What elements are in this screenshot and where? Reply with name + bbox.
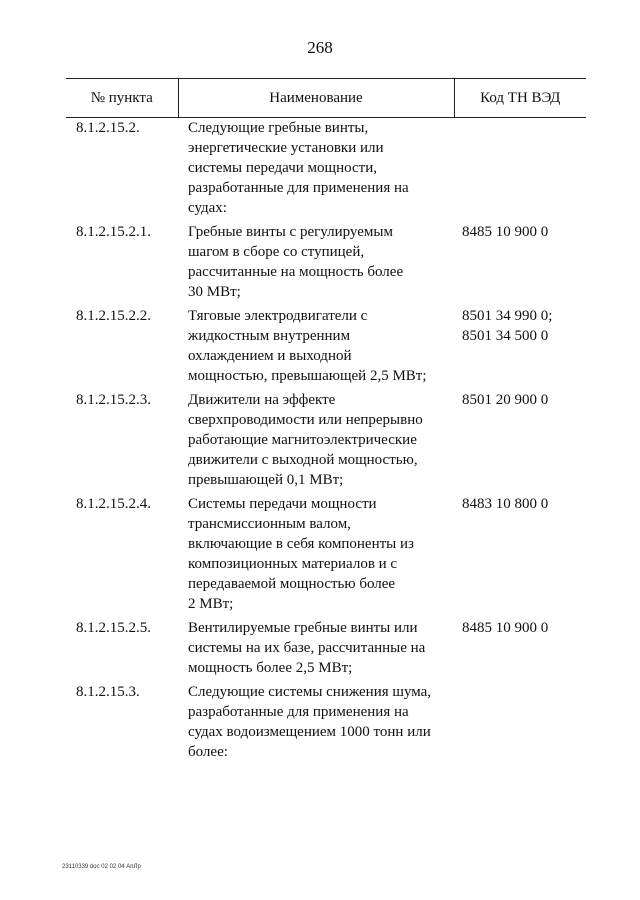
- item-name-line: Следующие гребные винты,: [188, 120, 369, 136]
- item-name-line: Движители на эффекте: [188, 392, 336, 408]
- item-name-line: мощность более 2,5 МВт;: [188, 660, 353, 676]
- table-row: [66, 682, 586, 766]
- table-row: [66, 390, 586, 494]
- item-name-line: сверхпроводимости или непрерывно: [188, 412, 423, 428]
- item-name-line: Системы передачи мощности: [188, 496, 377, 512]
- item-number: 8.1.2.15.2.4.: [76, 496, 151, 512]
- items-table: [66, 78, 586, 766]
- item-number: 8.1.2.15.3.: [76, 684, 140, 700]
- item-name-line: Следующие системы снижения шума,: [188, 684, 432, 700]
- item-name-line: Тяговые электродвигатели с: [188, 308, 368, 324]
- item-name-line: системы на их базе, рассчитанные на: [188, 640, 426, 656]
- item-name-line: шагом в сборе со ступицей,: [188, 244, 365, 260]
- item-name-line: работающие магнитоэлектрические: [188, 432, 417, 448]
- item-name-line: системы передачи мощности,: [188, 160, 377, 176]
- item-name-line: композиционных материалов и с: [188, 556, 398, 572]
- item-name-line: Гребные винты с регулируемым: [188, 224, 393, 240]
- footer-doc-code: 23110339 doc 02 02 04 АпЛр: [62, 864, 141, 870]
- item-number: 8.1.2.15.2.5.: [76, 620, 151, 636]
- table-row: [66, 118, 586, 223]
- item-name-line: разработанные для применения на: [188, 704, 409, 720]
- item-number: 8.1.2.15.2.3.: [76, 392, 151, 408]
- item-number: 8.1.2.15.2.2.: [76, 308, 151, 324]
- header-item-number: № пункта: [66, 79, 178, 118]
- item-name-line: передаваемой мощностью более: [188, 576, 396, 592]
- header-name: Наименование: [178, 79, 454, 118]
- item-name: [178, 682, 454, 766]
- item-number: 8.1.2.15.2.1.: [76, 224, 151, 240]
- item-code: [454, 306, 586, 390]
- table-body: [66, 118, 586, 767]
- item-code-line: 8501 20 900 0: [462, 392, 549, 408]
- item-code: [454, 682, 586, 766]
- item-name-line: охлаждением и выходной: [188, 348, 352, 364]
- item-name-line: более:: [188, 744, 228, 760]
- item-name-line: включающие в себя компоненты из: [188, 536, 414, 552]
- item-code: [454, 390, 586, 494]
- table-row: [66, 494, 586, 618]
- item-name-line: 30 МВт;: [188, 284, 241, 300]
- item-name-line: 2 МВт;: [188, 596, 234, 612]
- item-code: [454, 618, 586, 682]
- item-name-line: движители с выходной мощностью,: [188, 452, 418, 468]
- item-name-line: превышающей 0,1 МВт;: [188, 472, 344, 488]
- table-row: [66, 222, 586, 306]
- item-name-line: судах водоизмещением 1000 тонн или: [188, 724, 431, 740]
- item-number: 8.1.2.15.2.: [76, 120, 140, 136]
- item-name-line: судах:: [188, 200, 227, 216]
- item-name-line: разработанные для применения на: [188, 180, 409, 196]
- item-name-line: Вентилируемые гребные винты или: [188, 620, 418, 636]
- table-header: [66, 79, 586, 118]
- item-code: [454, 222, 586, 306]
- table-row: [66, 618, 586, 682]
- item-name: [178, 618, 454, 682]
- table-row: [66, 306, 586, 390]
- item-name: [178, 390, 454, 494]
- item-code-line: 8485 10 900 0: [462, 224, 549, 240]
- item-name-line: трансмиссионным валом,: [188, 516, 351, 532]
- item-name: [178, 222, 454, 306]
- item-code-line: 8501 34 990 0;: [462, 308, 553, 324]
- item-name-line: мощностью, превышающей 2,5 МВт;: [188, 368, 427, 384]
- item-name: [178, 306, 454, 390]
- item-name: [178, 118, 454, 223]
- header-code: Код ТН ВЭД: [454, 79, 586, 118]
- item-name-line: энергетические установки или: [188, 140, 384, 156]
- item-name: [178, 494, 454, 618]
- item-code-line: 8485 10 900 0: [462, 620, 549, 636]
- item-code-line: 8483 10 800 0: [462, 496, 549, 512]
- item-name-line: жидкостным внутренним: [188, 328, 351, 344]
- page-number: 268: [307, 38, 333, 57]
- item-code: [454, 494, 586, 618]
- item-code: [454, 118, 586, 223]
- item-code-line: 8501 34 500 0: [462, 328, 549, 344]
- item-name-line: рассчитанные на мощность более: [188, 264, 404, 280]
